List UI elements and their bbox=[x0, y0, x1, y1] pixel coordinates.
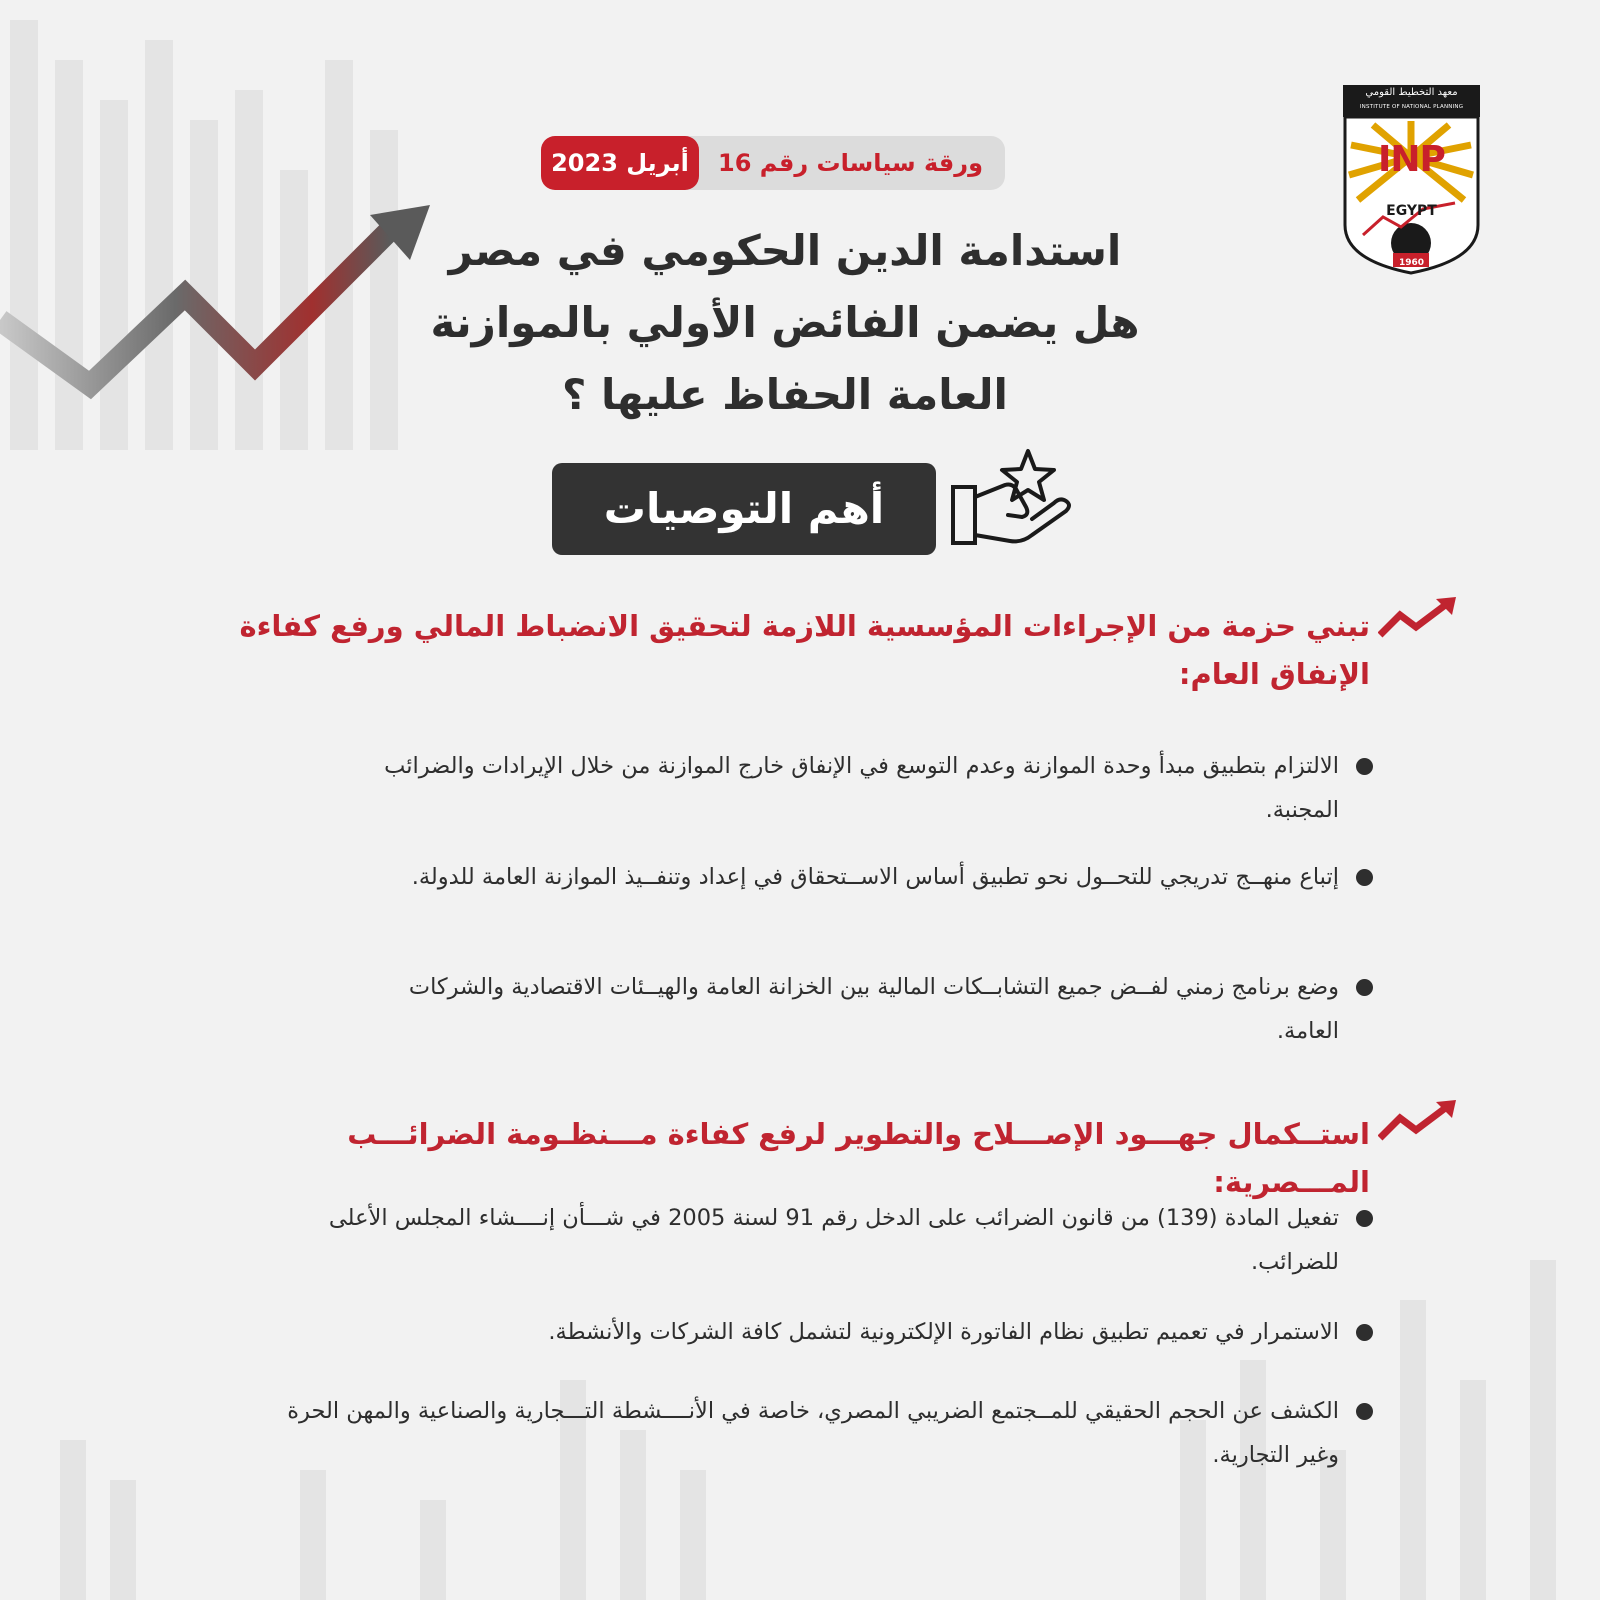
logo-year: 1960 bbox=[1398, 258, 1425, 268]
title-line-1: استدامة الدين الحكومي في مصر bbox=[448, 226, 1122, 275]
recommendations-heading bbox=[552, 463, 936, 555]
hand-star-icon bbox=[950, 445, 1075, 560]
list-item bbox=[360, 744, 1373, 832]
bullet-dot bbox=[1356, 869, 1373, 886]
bullet-text: الالتزام بتطبيق مبدأ وحدة الموازنة وعدم التوسع في الإنفاق خارج الموازنة من خلال الإيرادات والضرائب المجنبة. bbox=[384, 753, 1339, 823]
paper-number-text: ورقة سياسات رقم 16 bbox=[718, 149, 983, 177]
date-text: أبريل 2023 bbox=[551, 149, 689, 177]
trend-up-icon bbox=[1378, 597, 1458, 647]
bullet-text: الكشف عن الحجم الحقيقي للمــجتمع الضريبي المصري، خاصة في الأنــــشطة التـــجارية والصناعية والمهن الحرة وغير التجارية. bbox=[287, 1398, 1339, 1468]
bullet-text: الاستمرار في تعميم تطبيق نظام الفاتورة الإلكترونية لتشمل كافة الشركات والأنشطة. bbox=[548, 1319, 1339, 1345]
title-line-2: هل يضمن الفائض الأولي بالموازنة bbox=[430, 298, 1140, 347]
section-2-heading-line-1: استــكمال جهـــود الإصـــلاح والتطوير لرفع كفاءة مـــنظـومة الضرائـــب المـــصرية: bbox=[347, 1117, 1370, 1199]
list-item bbox=[360, 965, 1373, 1053]
list-item bbox=[280, 1310, 1373, 1354]
bullet-text: وضع برنامج زمني لفــض جميع التشابــكات المالية بين الخزانة العامة والهيــئات الاقتصادية والشركات العامة. bbox=[408, 974, 1339, 1044]
title-line-3: العامة الحفاظ عليها ؟ bbox=[562, 370, 1008, 419]
bullet-text: تفعيل المادة (139) من قانون الضرائب على الدخل رقم 91 لسنة 2005 في شـــأن إنــــشاء المجلس الأعلى للضرائب. bbox=[328, 1205, 1339, 1275]
section-1-heading-line-2: الإنفاق العام: bbox=[1178, 657, 1370, 691]
paper-number-label bbox=[675, 136, 1005, 190]
list-item bbox=[280, 1389, 1373, 1477]
recommendations-label: أهم التوصيات bbox=[603, 484, 885, 533]
logo-arabic-name: معهد التخطيط القومي bbox=[1365, 87, 1458, 98]
bullet-dot bbox=[1356, 758, 1373, 775]
bullet-dot bbox=[1356, 1403, 1373, 1420]
section-1-heading bbox=[230, 602, 1370, 698]
bullet-text: إتباع منهــج تدريجي للتحــول نحو تطبيق أساس الاســتحقاق في إعداد وتنفــيذ الموازنة العامة للدولة. bbox=[411, 864, 1339, 890]
bullet-dot bbox=[1356, 1324, 1373, 1341]
logo-english-name: INSTITUTE OF NATIONAL PLANNING bbox=[1359, 104, 1464, 110]
bullet-dot bbox=[1356, 1210, 1373, 1227]
section-2-heading bbox=[230, 1110, 1370, 1206]
bullet-dot bbox=[1356, 979, 1373, 996]
list-item bbox=[360, 855, 1373, 899]
trend-up-icon bbox=[1378, 1100, 1458, 1150]
logo-country: EGYPT bbox=[1386, 203, 1437, 219]
section-1-heading-line-1: تبني حزمة من الإجراءات المؤسسية اللازمة لتحقيق الانضباط المالي ورفع كفاءة bbox=[239, 609, 1370, 643]
page-title bbox=[420, 215, 1150, 431]
inp-logo bbox=[1343, 85, 1480, 275]
logo-abbreviation: INP bbox=[1378, 139, 1445, 180]
list-item bbox=[280, 1196, 1373, 1284]
date-badge bbox=[541, 136, 699, 190]
